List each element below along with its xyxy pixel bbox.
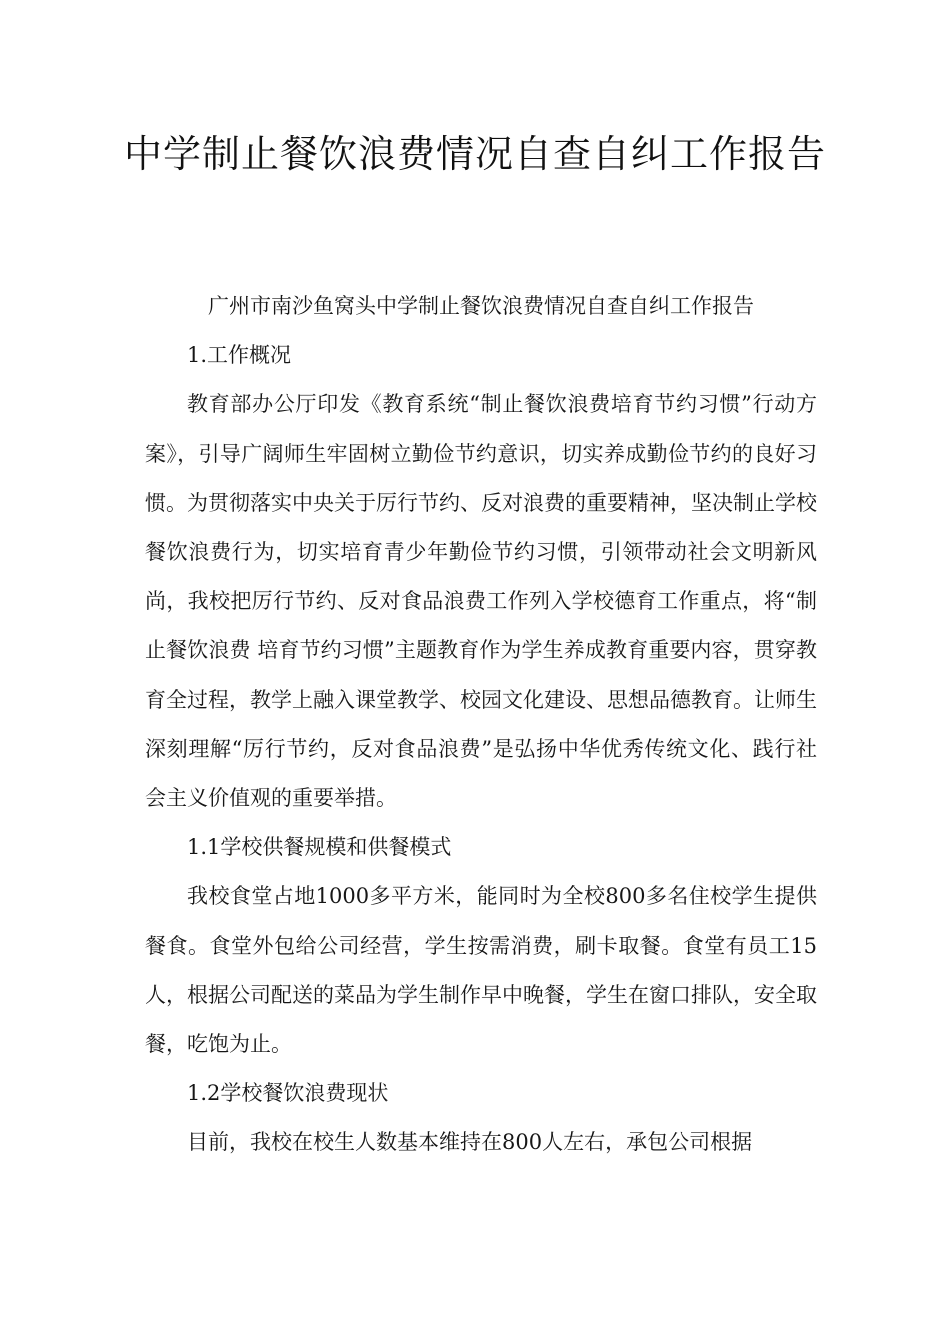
section-1-paragraph: 教育部办公厅印发《教育系统“制止餐饮浪费培育节约习惯”行动方案》，引导广阔师生牢固树立勤俭节约意识，切实养成勤俭节约的良好习惯。为贯彻落实中央关于厉行节约、反对浪费的重要精神，坚决制止学校餐饮浪费行为，切实培育青少年勤俭节约习惯，引领带动社会文明新风尚，我校把厉行节约、反对食品浪费工作列入学校德育工作重点，将“制止餐饮浪费 培育节约习惯”主题教育作为学生养成教育重要内容，贯穿教育全过程，教学上融入课堂教学、校园文化建设、思想品德教育。让师生深刻理解“厉行节约，反对食品浪费”是弘扬中华优秀传统文化、践行社会主义价值观的重要举措。 [145, 392, 817, 811]
section-1-1-paragraph: 我校食堂占地1000多平方米，能同时为全校800多名住校学生提供餐食。食堂外包给公司经营，学生按需消费，刷卡取餐。食堂有员工15人，根据公司配送的菜品为学生制作早中晚餐，学生在窗口排队，安全取餐，吃饱为止。 [145, 884, 817, 1057]
section-1-1-heading: 1.1学校供餐规模和供餐模式 [187, 835, 452, 860]
section-1-2-heading: 1.2学校餐饮浪费现状 [187, 1081, 389, 1106]
document-title: 中学制止餐饮浪费情况自查自纠工作报告 [123, 132, 826, 176]
document-subtitle: 广州市南沙鱼窝头中学制止餐饮浪费情况自查自纠工作报告 [208, 294, 754, 318]
document-body [145, 282, 817, 1168]
section-1-2-paragraph: 目前，我校在校生人数基本维持在800人左右，承包公司根据 [187, 1130, 753, 1155]
section-1-heading: 1.工作概况 [187, 343, 292, 368]
